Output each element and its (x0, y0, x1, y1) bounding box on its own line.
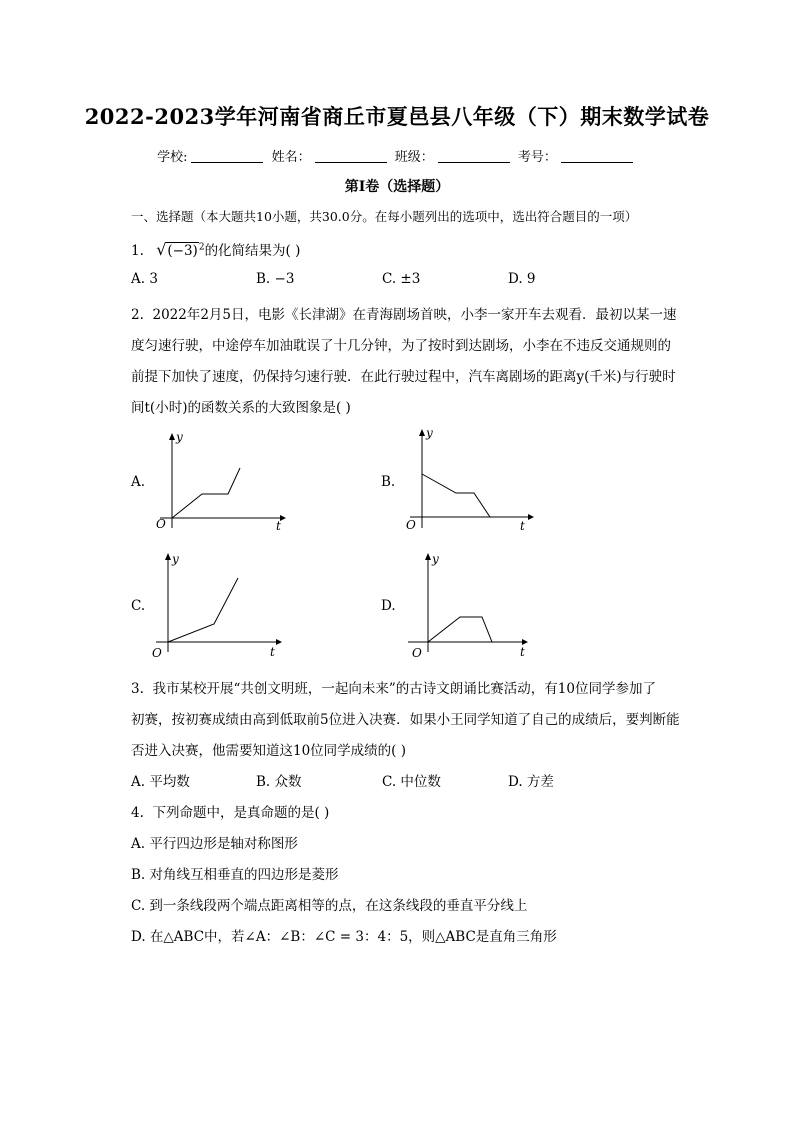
q2-line-4: 间t(小时)的函数关系的大致图象是( ) (131, 400, 351, 416)
t-axis-arrow (528, 514, 534, 520)
origin-label: O (412, 646, 422, 658)
origin-label: O (406, 518, 416, 532)
q2-line-1-text: 2022年2月5日，电影《长津湖》在青海剧场首映，小李一家开车去观看．最初以某一速 (152, 307, 677, 323)
q3-line-1 (131, 677, 656, 697)
q1-stem (131, 239, 300, 259)
q2-line-2: 度匀速行驶，中途停车加油耽误了十几分钟，为了按时到达剧场，小李在不违反交通规则的 (131, 338, 671, 354)
graph-line (168, 578, 238, 642)
school-blank[interactable] (191, 150, 263, 163)
q4-stem-text: 下列命题中，是真命题的是( ) (152, 805, 330, 821)
q2-graph-d (398, 548, 538, 658)
q1-option-a[interactable]: A. 3 (131, 271, 158, 287)
graph-line (422, 474, 490, 517)
graph-line (428, 617, 492, 642)
y-axis-label: y (432, 552, 439, 566)
t-axis-label: t (270, 645, 275, 658)
q2-option-d[interactable]: D. (381, 598, 396, 614)
q4-number: 4. (131, 805, 144, 821)
q2-graph-b (400, 424, 540, 534)
q3-line-3: 否进入决赛，他需要知道这10位同学成绩的( ) (131, 743, 407, 759)
y-axis-label: y (172, 552, 179, 566)
t-axis-label: t (520, 519, 525, 533)
exam-no-label: 考号： (517, 150, 557, 165)
y-axis-label: y (176, 430, 183, 444)
graph-line (172, 468, 240, 518)
q1-radical: $√(-3)^2$ (156, 240, 205, 259)
page-title: 2022-2023学年河南省商丘市夏邑县八年级（下）期末数学试卷 (84, 104, 710, 129)
q1-number: 1. (131, 243, 144, 259)
section-title: 第Ⅰ卷（选择题） (344, 179, 450, 195)
q1-stem-text: 的化简结果为( ) (204, 243, 301, 259)
class-blank[interactable] (438, 150, 510, 163)
q4-option-c[interactable]: C. 到一条线段两个端点距离相等的点，在这条线段的垂直平分线上 (131, 898, 528, 914)
q2-graph-a (150, 428, 290, 533)
q2-line-1 (131, 303, 677, 323)
name-blank[interactable] (315, 150, 387, 163)
q1-option-c[interactable]: C. ±3 (382, 271, 421, 287)
school-label: 学校: (157, 150, 188, 165)
q3-line-1-text: 我市某校开展“共创文明班，一起向未来”的古诗文朗诵比赛活动，有10位同学参加了 (152, 681, 656, 697)
t-axis-label: t (520, 645, 525, 658)
q4-stem (131, 801, 329, 821)
exam-no-blank[interactable] (561, 150, 633, 163)
q3-number: 3. (131, 681, 144, 697)
q1-radicand: (−3) (167, 243, 198, 259)
y-axis-arrow (169, 433, 175, 440)
part1-header: 一、选择题（本大题共10小题，共30.0分。在每小题列出的选项中，选出符合题目的一项） (131, 209, 638, 224)
q4-option-b[interactable]: B. 对角线互相垂直的四边形是菱形 (131, 867, 339, 883)
q4-option-a[interactable]: A. 平行四边形是轴对称图形 (131, 836, 298, 852)
q1-option-d[interactable]: D. 9 (508, 271, 536, 287)
q1-option-b[interactable]: B. −3 (256, 271, 295, 287)
q2-option-c[interactable]: C. (131, 598, 146, 614)
class-label: 班级： (394, 150, 434, 165)
y-axis-arrow (419, 429, 425, 436)
t-axis-arrow (280, 515, 286, 521)
q2-graph-c (148, 548, 288, 658)
t-axis-arrow (276, 639, 282, 645)
q3-option-b[interactable]: B. 众数 (256, 774, 302, 790)
q3-line-2: 初赛，按初赛成绩由高到低取前5位进入决赛．如果小王同学知道了自己的成绩后，要判断能 (131, 712, 680, 728)
y-axis-arrow (425, 553, 431, 560)
q4-option-d[interactable]: D. 在△ABC中，若∠A：∠B：∠C = 3：4：5，则△ABC是直角三角形 (131, 929, 557, 945)
q2-option-b[interactable]: B. (381, 474, 396, 490)
student-info-line (0, 146, 794, 165)
q3-option-c[interactable]: C. 中位数 (382, 774, 441, 790)
q3-option-d[interactable]: D. 方差 (508, 774, 554, 790)
name-label: 姓名： (271, 150, 311, 165)
q2-number: 2. (131, 307, 144, 323)
origin-label: O (152, 646, 162, 658)
t-axis-label: t (276, 519, 281, 533)
q1-exponent: 2 (198, 242, 205, 253)
q3-option-a[interactable]: A. 平均数 (131, 774, 190, 790)
q2-option-a[interactable]: A. (131, 474, 146, 490)
origin-label: O (156, 517, 166, 531)
y-axis-arrow (165, 553, 171, 560)
y-axis-label: y (426, 426, 433, 440)
q2-line-3: 前提下加快了速度，仍保持匀速行驶．在此行驶过程中，汽车离剧场的距离y(千米)与行驶时 (131, 369, 676, 385)
